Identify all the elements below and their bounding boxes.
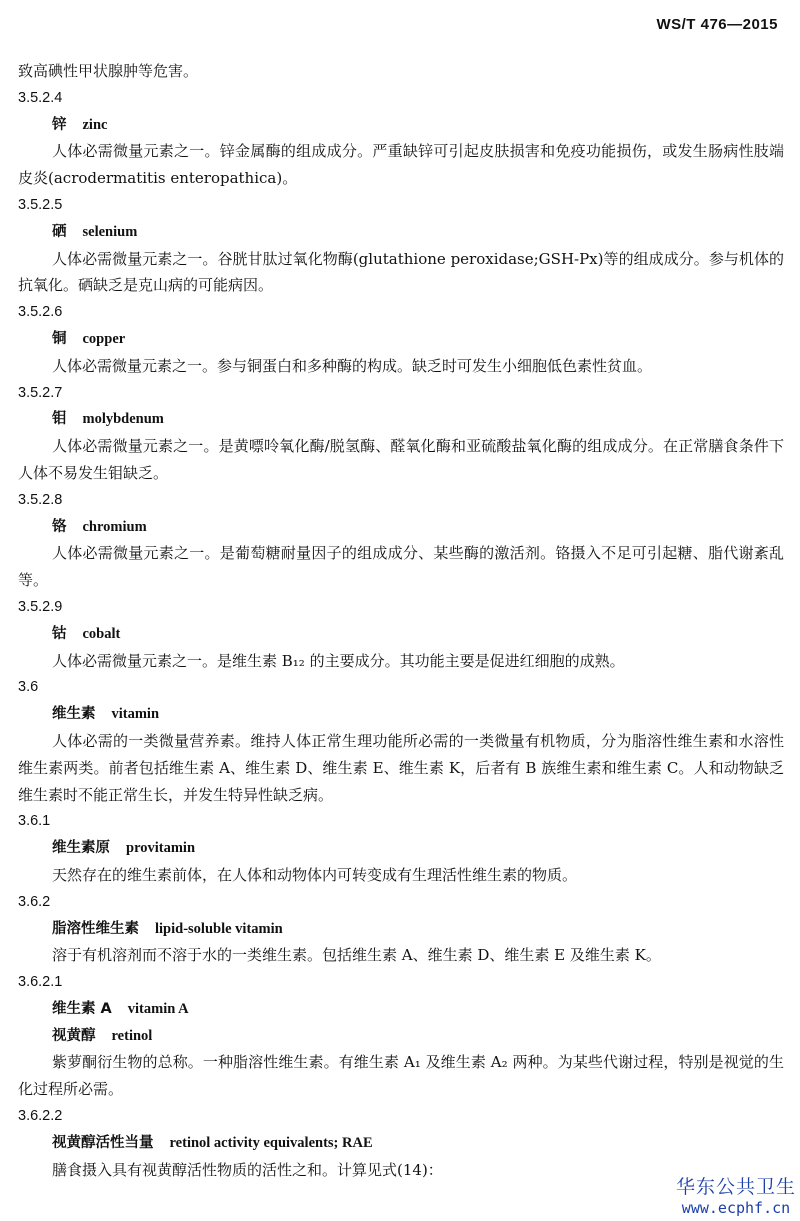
term-zh: 脂溶性维生素 [52, 920, 139, 937]
term-entry [18, 996, 784, 1023]
term-zh: 锌 [52, 116, 67, 133]
term-en: provitamin [126, 840, 196, 857]
term-en: retinol activity equivalents; RAE [169, 1134, 373, 1151]
clause-number: 3.6.1 [18, 813, 51, 830]
term-zh: 维生素 [52, 706, 96, 723]
definition: 人体必需微量元素之一。参与铜蛋白和多种酶的构成。缺乏时可发生小细胞低色素性贫血。 [52, 356, 653, 375]
document-body [18, 58, 784, 1183]
clause-number: 3.6.2.1 [18, 974, 63, 991]
definition: 人体必需微量元素之一。是黄嘌呤氧化酶/脱氢酶、醛氧化酶和亚硫酸盐氧化酶的组成成分。在正常膳食条件下人体不易发生钼缺乏。 [18, 437, 784, 482]
definition: 人体必需微量元素之一。是葡萄糖耐量因子的组成成分、某些酶的激活剂。铬摄入不足可引起糖、脂代谢紊乱等。 [18, 544, 784, 590]
term-zh: 铜 [52, 330, 67, 347]
definition: 人体必需的一类微量营养素。维持人体正常生理功能所必需的一类微量有机物质，分为脂溶性维生素和水溶性维生素两类。前者包括维生素 A、维生素 D、维生素 E、维生素 K，后者有 B 族维生素和维生素 C。人和动物缺乏维生素时不能正常生长，并发生特异性缺乏病。 [18, 731, 784, 804]
term-zh: 钼 [52, 411, 67, 428]
clause-number: 3.5.2.9 [18, 598, 63, 615]
term-en: selenium [82, 223, 138, 240]
term-en: zinc [82, 116, 108, 133]
term-en: molybdenum [82, 411, 164, 428]
term-zh: 铬 [52, 518, 67, 535]
term-en: vitamin A [127, 1000, 189, 1017]
definition: 紫萝酮衍生物的总称。一种脂溶性维生素。有维生素 A₁ 及维生素 A₂ 两种。为某些代谢过程，特别是视觉的生化过程所必需。 [18, 1053, 784, 1099]
clause-number: 3.5.2.6 [18, 304, 63, 321]
term-en: lipid-soluble vitamin [155, 920, 283, 937]
term-entry [18, 326, 784, 353]
clause-number: 3.5.2.7 [18, 384, 63, 401]
clause-number: 3.5.2.8 [18, 491, 63, 508]
term-en: chromium [82, 518, 147, 535]
term-entry [18, 916, 784, 943]
term-entry [18, 219, 784, 246]
term-zh: 硒 [52, 223, 67, 240]
term-en: retinol [111, 1027, 153, 1044]
site-watermark [676, 1175, 796, 1217]
term-entry [18, 112, 784, 139]
term-zh: 维生素原 [52, 840, 110, 857]
definition: 膳食摄入具有视黄醇活性物质的活性之和。计算见式(14)： [52, 1160, 443, 1179]
term-entry [18, 835, 784, 862]
clause-number: 3.6.2.2 [18, 1108, 63, 1125]
clause-number: 3.5.2.5 [18, 196, 63, 213]
term-zh: 维生素 A [52, 1000, 112, 1017]
term-entry [18, 701, 784, 728]
definition: 人体必需微量元素之一。是维生素 B₁₂ 的主要成分。其功能主要是促进红细胞的成熟。 [52, 651, 625, 670]
definition: 天然存在的维生素前体，在人体和动物体内可转变成有生理活性维生素的物质。 [52, 865, 578, 884]
watermark-title: 华东公共卫生 [675, 1176, 796, 1198]
term-entry [18, 406, 784, 433]
term-zh: 视黄醇活性当量 [52, 1134, 154, 1151]
definition: 人体必需微量元素之一。谷胱甘肽过氧化物酶(glutathione peroxidase;GSH-Px)等的组成成分。参与机体的抗氧化。硒缺乏是克山病的可能病因。 [18, 249, 784, 295]
term-entry [18, 1130, 784, 1157]
standard-code: WS/T 476—2015 [656, 16, 778, 33]
clause-number: 3.6.2 [18, 893, 51, 910]
def-continuation: 致高碘性甲状腺肿等危害。 [18, 62, 199, 80]
term-en: copper [82, 330, 126, 347]
term-zh: 钴 [52, 625, 67, 642]
term-zh: 视黄醇 [52, 1027, 96, 1044]
clause-number: 3.6 [18, 679, 39, 696]
definition: 人体必需微量元素之一。锌金属酶的组成成分。严重缺锌可引起皮肤损害和免疫功能损伤，或发生肠病性肢端皮炎(acrodermatitis enteropathica)。 [18, 142, 784, 188]
term-entry [18, 514, 784, 541]
term-entry [18, 621, 784, 648]
term-entry-synonym [18, 1023, 784, 1050]
term-en: vitamin [111, 706, 160, 723]
term-en: cobalt [82, 625, 121, 642]
watermark-url: www.ecphf.cn [681, 1199, 791, 1217]
clause-number: 3.5.2.4 [18, 89, 63, 106]
definition: 溶于有机溶剂而不溶于水的一类维生素。包括维生素 A、维生素 D、维生素 E 及维生素 K。 [52, 946, 661, 965]
